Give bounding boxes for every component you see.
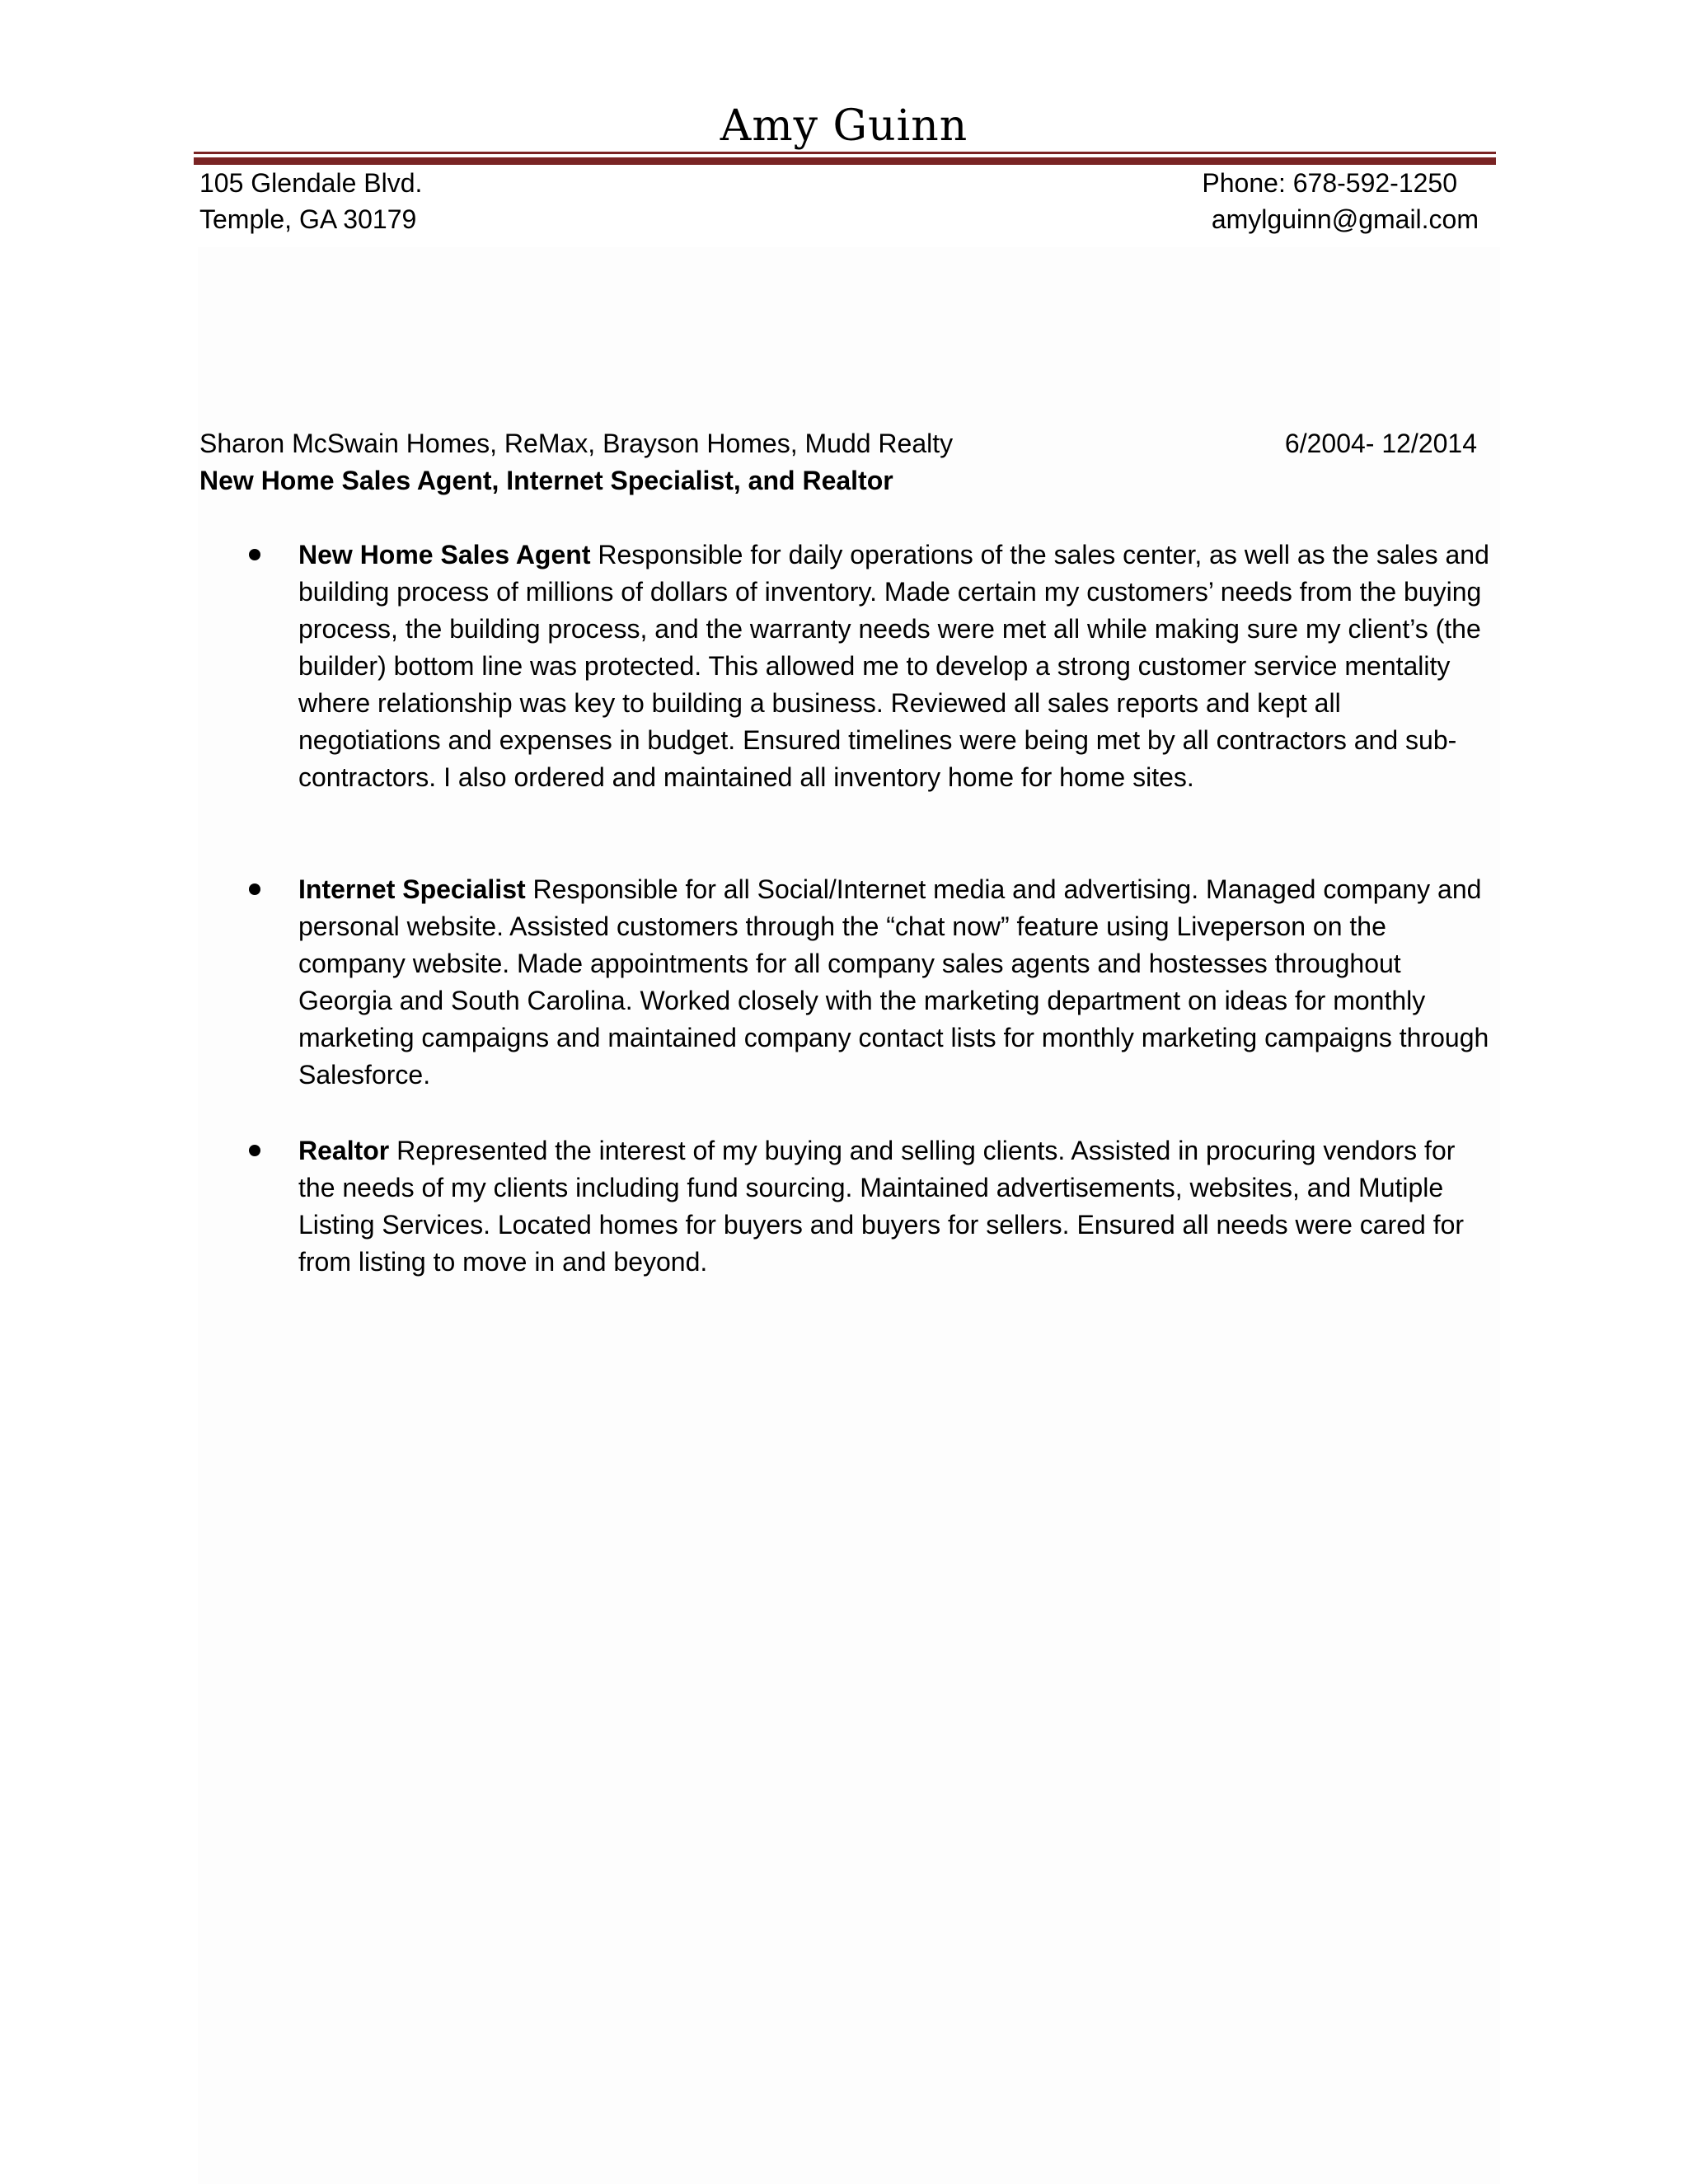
address-line-1: 105 Glendale Blvd. — [199, 168, 423, 198]
bullet-item-realtor — [298, 1132, 1489, 1281]
bullet-lead: Internet Specialist — [298, 874, 526, 904]
phone-number: Phone: 678-592-1250 — [1202, 168, 1457, 198]
bullet-text: Responsible for all Social/Internet media and advertising. Managed company and personal website. Assisted customers through the “chat now” feature using Liveperson on the company website. Made appointments for all company sales agents and hostesses throughout Georgia and South Carolina. Worked closely with the marketing department on ideas for monthly marketing campaigns and maintained company contact lists for monthly marketing campaigns through Salesforce. — [298, 874, 1489, 1090]
bullet-dot — [249, 549, 260, 560]
bullet-text: Responsible for daily operations of the sales center, as well as the sales and building process of millions of dollars of inventory. Made certain my customers’ needs from the buying process, the building process, and the warranty needs were met all while making sure my client’s (the builder) bottom line was protected. This allowed me to develop a strong customer service mentality where relationship was key to building a business. Reviewed all sales reports and kept all negotiations and expenses in budget. Ensured timelines were being met by all contractors and sub- contractors. I also ordered and maintained all inventory home for home sites. — [298, 540, 1489, 792]
employer-list: Sharon McSwain Homes, ReMax, Brayson Homes, Mudd Realty — [199, 429, 954, 458]
bullet-dot — [249, 883, 260, 895]
employment-dates: 6/2004- 12/2014 — [1284, 429, 1477, 458]
address-line-2: Temple, GA 30179 — [199, 204, 417, 234]
email-address: amylguinn@gmail.com — [1211, 204, 1479, 234]
job-title: New Home Sales Agent, Internet Specialist, and Realtor — [199, 466, 893, 495]
bullet-lead: Realtor — [298, 1136, 390, 1165]
bullet-item-internet-specialist — [298, 871, 1489, 1094]
bullet-dot — [249, 1145, 260, 1156]
header-rule-thin — [194, 152, 1496, 154]
bullet-item-new-home-sales — [298, 537, 1489, 796]
bullet-lead: New Home Sales Agent — [298, 540, 591, 569]
applicant-name: Amy Guinn — [720, 101, 968, 151]
bullet-text: Represented the interest of my buying and selling clients. Assisted in procuring vendors for the needs of my clients including fund sourcing. Maintained advertisements, websites, and Mutiple Listing Services. Located homes for buyers and buyers for sellers. Ensured all needs were cared for from listing to move in and beyond. — [298, 1136, 1465, 1277]
header-rule-thick — [194, 157, 1496, 165]
